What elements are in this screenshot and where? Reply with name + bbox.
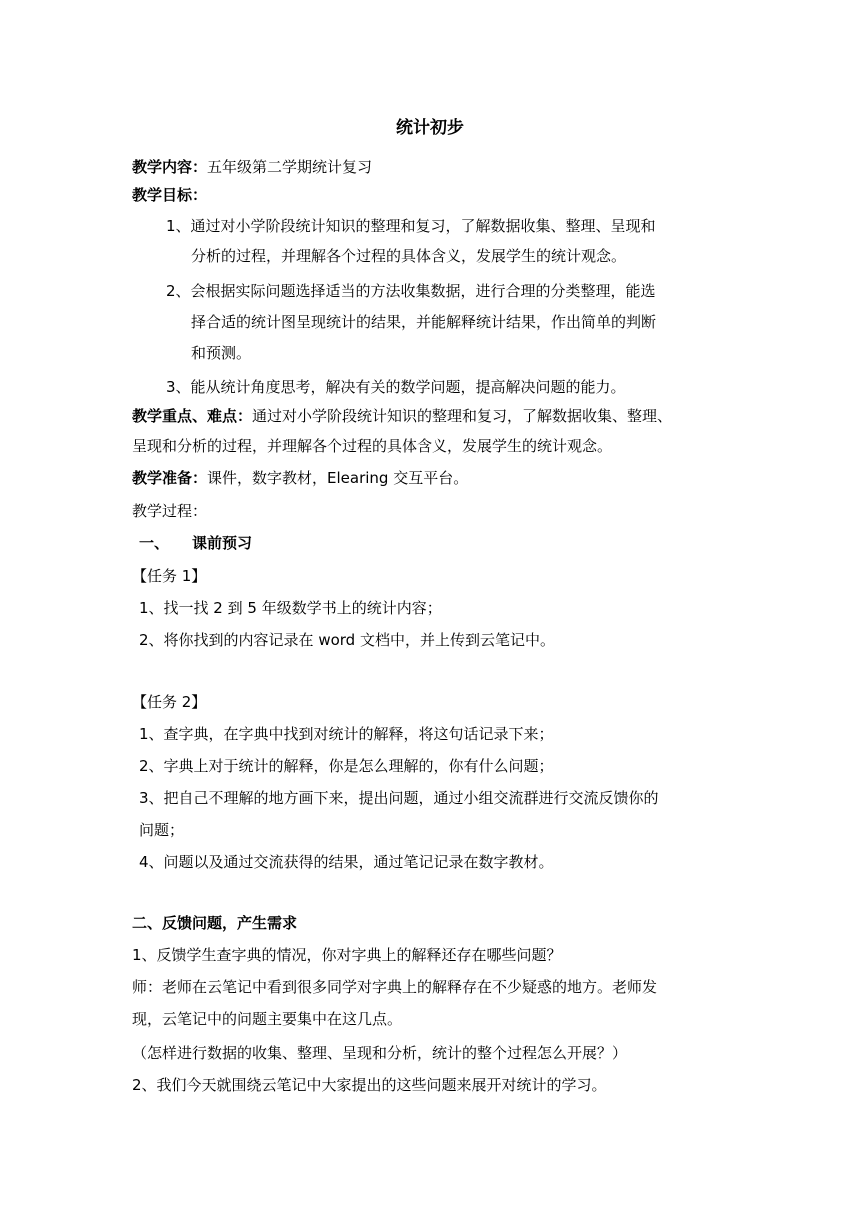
goal-2-line-1: 2、会根据实际问题选择适当的方法收集数据，进行合理的分类整理，能选 — [166, 282, 656, 300]
goal-3-line-1: 3、能从统计角度思考，解决有关的数学问题，提高解决问题的能力。 — [166, 378, 626, 396]
section-2-line-2: 师：老师在云笔记中看到很多同学对字典上的解释存在不少疑惑的地方。老师发 — [132, 978, 658, 996]
document-title: 统计初步 — [396, 118, 464, 138]
key-points-line-1 — [132, 406, 672, 426]
preparation-label: 教学准备： — [132, 469, 208, 487]
teaching-content-value: 五年级第二学期统计复习 — [207, 158, 373, 176]
task-2-label: 【任务 2】 — [132, 693, 207, 711]
teaching-content-line — [132, 157, 372, 177]
preparation-value: 课件，数字教材，Elearing 交互平台。 — [207, 469, 469, 487]
teaching-process-label: 教学过程： — [132, 502, 208, 520]
section-2-line-1: 1、反馈学生查字典的情况，你对字典上的解释还存在哪些问题？ — [132, 946, 562, 964]
task-2-item-3: 3、把自己不理解的地方画下来，提出问题，通过小组交流群进行交流反馈你的 — [139, 789, 659, 807]
goal-2-line-3: 和预测。 — [191, 344, 252, 362]
section-2-line-4: （怎样进行数据的收集、整理、呈现和分析，统计的整个过程怎么开展？） — [132, 1044, 628, 1062]
section-2-line-5: 2、我们今天就围绕云笔记中大家提出的这些问题来展开对统计的学习。 — [132, 1076, 607, 1094]
goal-2-line-2: 择合适的统计图呈现统计的结果，并能解释统计结果，作出简单的判断 — [191, 313, 657, 331]
section-2-title: 二、反馈问题，产生需求 — [132, 914, 298, 932]
key-points-text-1: 通过对小学阶段统计知识的整理和复习，了解数据收集、整理、 — [252, 407, 673, 425]
task-1-label: 【任务 1】 — [132, 567, 207, 585]
task-2-item-3-continued: 问题； — [139, 821, 185, 839]
teaching-goals-label: 教学目标： — [132, 186, 208, 204]
task-2-item-4: 4、问题以及通过交流获得的结果，通过笔记记录在数字教材。 — [139, 853, 554, 871]
task-1-item-1: 1、找一找 2 到 5 年级数学书上的统计内容； — [139, 599, 442, 617]
section-1-title: 课前预习 — [192, 534, 253, 552]
key-points-label: 教学重点、难点： — [132, 407, 253, 425]
task-2-item-2: 2、字典上对于统计的解释，你是怎么理解的，你有什么问题； — [139, 757, 554, 775]
goal-1-line-2: 分析的过程，并理解各个过程的具体含义，发展学生的统计观念。 — [191, 247, 627, 265]
task-2-item-1: 1、查字典，在字典中找到对统计的解释，将这句话记录下来； — [139, 725, 554, 743]
section-1-number: 一、 — [139, 534, 170, 552]
task-1-item-2: 2、将你找到的内容记录在 word 文档中，并上传到云笔记中。 — [139, 631, 555, 649]
key-points-line-2: 呈现和分析的过程，并理解各个过程的具体含义，发展学生的统计观念。 — [132, 437, 613, 455]
teaching-content-label: 教学内容： — [132, 158, 208, 176]
goal-1-line-1: 1、通过对小学阶段统计知识的整理和复习，了解数据收集、整理、呈现和 — [166, 217, 656, 235]
preparation-line — [132, 468, 468, 488]
section-2-line-3: 现，云笔记中的问题主要集中在这几点。 — [132, 1010, 403, 1028]
